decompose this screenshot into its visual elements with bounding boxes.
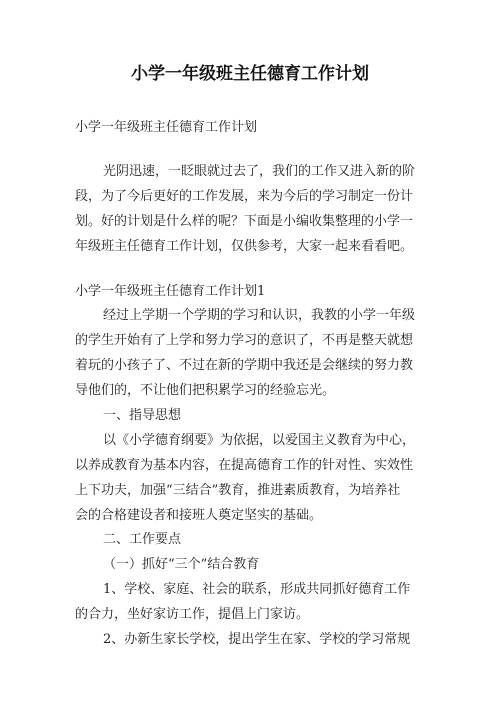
section1-line-2: 以养成教育为基本内容，在提高德育工作的针对性、实效性 [75, 458, 414, 473]
sub1-heading: （一）抓好“三个”结合教育 [103, 557, 260, 572]
plan1-line-2: 的学生开始有了上学和努力学习的意识了，不再是整天就想 [75, 333, 414, 348]
section1-line-1: 以《小学德育纲要》为依据，以爱国主义教育为中心， [103, 433, 416, 448]
item1-line-1: 1、学校、家庭、社会的联系，形成共同抓好德育工作 [103, 582, 411, 597]
plan1-heading: 小学一年级班主任德育工作计划1 [75, 284, 266, 299]
section2-heading: 二、工作要点 [103, 532, 182, 547]
intro-line-4: 年级班主任德育工作计划，仅供参考，大家一起来看看吧。 [75, 239, 414, 254]
document-subtitle: 小学一年级班主任德育工作计划 [75, 120, 258, 135]
plan1-line-4: 导他们的，不让他们把积累学习的经验忘光。 [75, 383, 336, 398]
item2-line: 2、办新生家长学校，提出学生在家、学校的学习常规 [103, 632, 411, 647]
intro-line-2: 段，为了今后更好的工作发展，来为今后的学习制定一份计 [75, 189, 414, 204]
section1-heading: 一、指导思想 [103, 408, 182, 423]
intro-line-3: 划。好的计划是什么样的呢？下面是小编收集整理的小学一 [75, 214, 414, 229]
plan1-line-1: 经过上学期一个学期的学习和认识，我教的小学一年级 [103, 308, 416, 323]
intro-line-1: 光阴迅速，一眨眼就过去了，我们的工作又进入新的阶 [103, 164, 416, 179]
section1-line-4: 会的合格建设者和接班人奠定坚实的基础。 [75, 508, 323, 523]
document-title: 小学一年级班主任德育工作计划 [131, 64, 369, 84]
section1-line-3: 上下功夫，加强“三结合”教育，推进素质教育，为培养社 [75, 483, 401, 498]
item1-line-2: 的合力，坐好家访工作，提倡上门家访。 [75, 607, 310, 622]
plan1-line-3: 着玩的小孩子了、不过在新的学期中我还是会继续的努力教 [75, 358, 414, 373]
